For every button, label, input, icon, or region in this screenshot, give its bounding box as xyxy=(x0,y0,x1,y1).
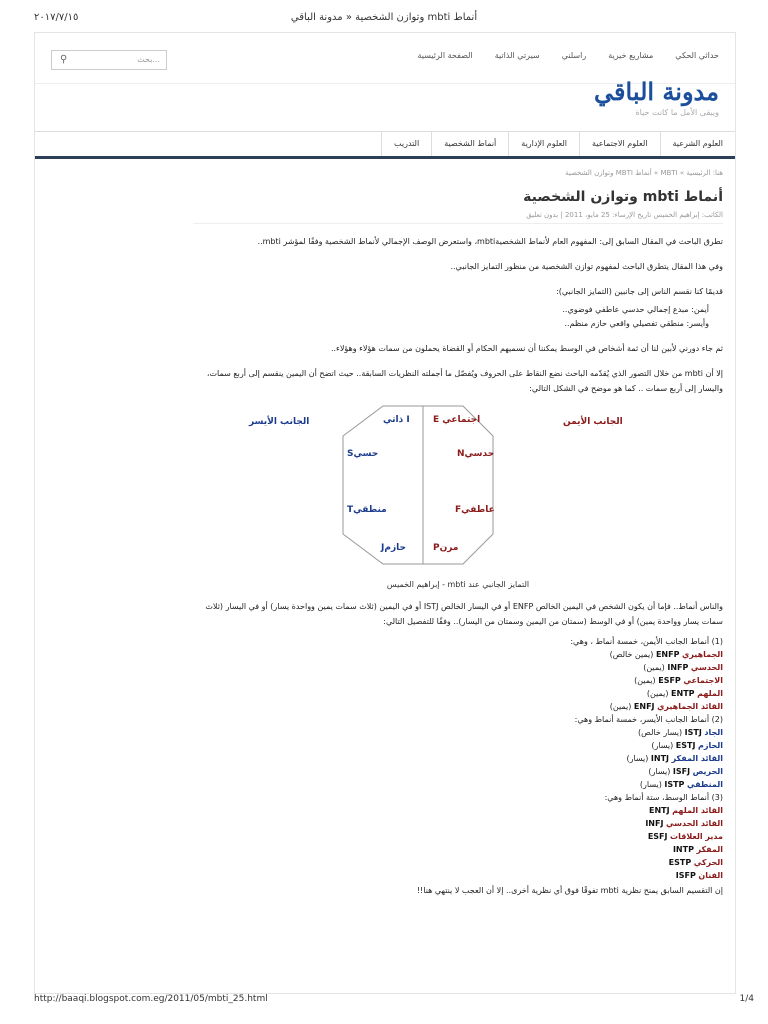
article xyxy=(193,169,723,897)
type-name: الجماهيري xyxy=(682,650,723,659)
type-item xyxy=(193,843,723,856)
paragraph-1: تطرق الباحث في المقال السابق إلى: المفهوم العام لأنماط الشخصيةmbti، واستعرض الوصف الإجمالي لأنماط الشخصية وفقًا لمؤشر mbti.. xyxy=(257,237,723,246)
type-item xyxy=(193,856,723,869)
type-note: (يسار) xyxy=(639,780,662,789)
type-name: الجاد xyxy=(704,728,723,737)
left-side-label: الجانب الأيسر xyxy=(249,417,310,427)
type-item xyxy=(193,804,723,817)
type-name: المنطقي xyxy=(686,780,723,789)
trait-E: E اجتماعي xyxy=(433,415,481,425)
closing-paragraph: إن التقسيم السابق يمنح نظرية mbti تفوقًا فوق أي نظرية أخرى.. إلا أن العجب لا ينتهي هنا!! xyxy=(416,886,723,895)
page-frame xyxy=(34,32,736,994)
type-code: ENTJ xyxy=(649,806,670,815)
trait-S: Sحسي xyxy=(347,449,379,459)
type-note: (يمين) xyxy=(609,702,632,711)
search-icon[interactable]: ⚲ xyxy=(60,54,68,65)
figure-caption: التمايز الجانبي عند mbti - إبراهيم الخميس xyxy=(386,580,530,589)
type-item xyxy=(193,765,723,778)
top-nav xyxy=(418,51,719,60)
type-groups xyxy=(193,635,723,882)
type-item xyxy=(193,778,723,791)
type-name: الحريص xyxy=(692,767,723,776)
type-name: الحدسي xyxy=(690,663,723,672)
search-placeholder: بحث... xyxy=(137,55,160,64)
type-item xyxy=(193,674,723,687)
site-tagline: ويبقى الأمل ما كانت حياة xyxy=(635,108,719,117)
list-item: أيمن: مبدع إجمالي حدسي عاطفي فوضوي.. xyxy=(562,305,709,314)
nav-management[interactable]: العلوم الإدارية xyxy=(508,132,579,156)
octagon-figure xyxy=(193,400,723,570)
nav-training[interactable]: التدريب xyxy=(381,132,431,156)
type-note: (يسار) xyxy=(626,754,649,763)
main-nav xyxy=(35,131,735,159)
type-name: القائد الجماهيري xyxy=(657,702,723,711)
trait-I: ذاتي I xyxy=(383,415,410,425)
nav-personality[interactable]: أنماط الشخصية xyxy=(431,132,508,156)
type-item xyxy=(193,700,723,713)
type-code: ESFP xyxy=(658,676,681,685)
trait-F: Fعاطفي xyxy=(455,505,495,515)
trait-J: Jحازم xyxy=(381,543,407,553)
article-title[interactable]: أنماط mbti وتوازن الشخصية xyxy=(523,189,723,205)
paragraph-5: إلا أن mbti من خلال التصور الذي يُقدّمه الباحث نضع النقاط على الحروف ويُفصّل ما أجملته النظريات السابقة.. حيث اتضح أن اليمين ينقسم إلى أربع سمات، واليسار إلى أربع سمات .. كما هو موضح في الشكل التالي: xyxy=(206,369,723,393)
print-header xyxy=(0,12,768,28)
type-note: (يسار) xyxy=(651,741,674,750)
type-code: INTP xyxy=(672,845,694,854)
type-name: الحركي xyxy=(693,858,723,867)
type-name: الحازم xyxy=(698,741,723,750)
type-note: (يسار) xyxy=(648,767,671,776)
type-code: ESFJ xyxy=(647,832,668,841)
group-heading: (3) أنماط الوسط، ستة أنماط وهي: xyxy=(604,793,723,802)
paragraph-6: والناس أنماط.. فإما أن يكون الشخص في اليمين الخالص ENFP أو في اليسار الخالص ISTJ أو في اليمين (ثلاث سمات يمين وواحدة يسار) أو في اليسار (ثلاث سمات يسار وواحدة يمين) أو في الوسط (سمتان من اليمين وسمتان من اليسار).. وفقًا للتفصيل التالي: xyxy=(205,602,723,626)
print-title: وتوازن الشخصية « مدونة الباقي mbti أنماط xyxy=(290,12,478,23)
list-item: وأيسر: منطقي تفصيلي واقعي حازم منظم.. xyxy=(564,319,709,328)
type-item xyxy=(193,869,723,882)
type-code: INFP xyxy=(667,663,689,672)
article-meta: الكاتب: إبراهيم الخميس تاريخ الإرساء: 25 مايو، 2011 | بدون تعليق xyxy=(193,211,723,224)
print-date: ٢٠١٧/٧/١٥ xyxy=(34,12,79,23)
group-heading: (1) أنماط الجانب الأيمن، خمسة أنماط ، وهي: xyxy=(570,637,723,646)
type-item xyxy=(193,817,723,830)
type-name: القائد الحدسي xyxy=(665,819,723,828)
topnav-home[interactable]: الصفحة الرئيسية xyxy=(417,51,473,60)
type-code: INFJ xyxy=(645,819,664,828)
type-item xyxy=(193,648,723,661)
topnav-charity[interactable]: مشاريع خيرية xyxy=(608,51,654,60)
paragraph-3: قديمًا كنا نقسم الناس إلى جانبين (التمايز الجانبي): xyxy=(556,287,723,296)
type-note: (يمين) xyxy=(634,676,656,685)
paragraph-2: وفي هذا المقال يتطرق الباحث لمفهوم توازن الشخصية من منظور التمايز الجانبي.. xyxy=(450,262,723,271)
topnav-cv[interactable]: سيرتي الذاتية xyxy=(494,51,540,60)
type-item xyxy=(193,687,723,700)
brand xyxy=(594,77,719,117)
type-name: مدير العلاقات xyxy=(670,832,723,841)
right-side-label: الجانب الأيمن xyxy=(563,417,623,427)
site-name[interactable]: مدونة الباقي xyxy=(594,77,719,106)
type-code: ENTP xyxy=(671,689,695,698)
type-note: (يسار خالص) xyxy=(638,728,683,737)
trait-T: Tمنطقي xyxy=(347,505,387,515)
type-note: (يمين خالص) xyxy=(609,650,654,659)
type-code: ENFJ xyxy=(633,702,655,711)
search-input[interactable] xyxy=(51,50,167,70)
type-note: (يمين) xyxy=(643,663,665,672)
type-name: الاجتماعي xyxy=(683,676,723,685)
breadcrumb: هنا: الرئيسية » MBTI » أنماط MBTI وتوازن الشخصية xyxy=(565,169,723,177)
type-code: ISTJ xyxy=(684,728,702,737)
paragraph-4: ثم جاء دورني لأبين لنا أن ثمة أشخاص في الوسط يمكننا أن نسميهم الحكام أو القضاة يحملون من سمات هؤلاء وهؤلاء.. xyxy=(330,344,723,353)
type-item xyxy=(193,726,723,739)
type-name: القائد المفكر xyxy=(671,754,723,763)
type-code: ENFP xyxy=(655,650,680,659)
type-item xyxy=(193,752,723,765)
type-item xyxy=(193,739,723,752)
type-code: ISFP xyxy=(675,871,696,880)
type-code: ISFJ xyxy=(672,767,691,776)
trait-N: Nحدسي xyxy=(457,449,495,459)
type-name: القائد الملهم xyxy=(672,806,723,815)
lateral-diagram xyxy=(193,400,723,580)
group-heading: (2) أنماط الجانب الأيسر، خمسة أنماط وهي: xyxy=(574,715,723,724)
octagon-outline xyxy=(343,406,493,564)
type-code: ISTP xyxy=(664,780,685,789)
nav-social[interactable]: العلوم الاجتماعية xyxy=(579,132,659,156)
type-note: (يمين) xyxy=(646,689,669,698)
topnav-stories[interactable]: حداثي الحكي xyxy=(675,51,719,60)
topnav-contact[interactable]: راسلني xyxy=(561,51,587,60)
type-item xyxy=(193,830,723,843)
print-url[interactable]: http://baaqi.blogspot.com.eg/2011/05/mbti_25.html xyxy=(34,994,268,1004)
trait-P: Pمرن xyxy=(433,543,459,553)
nav-sharia[interactable]: العلوم الشرعية xyxy=(660,132,735,156)
type-name: الملهم xyxy=(697,689,723,698)
type-item xyxy=(193,661,723,674)
print-page-number: 1/4 xyxy=(739,994,754,1004)
type-name: الفنان xyxy=(698,871,723,880)
type-code: ESTJ xyxy=(675,741,696,750)
type-name: المفكر xyxy=(696,845,723,854)
type-code: ESTP xyxy=(668,858,692,867)
type-code: INTJ xyxy=(650,754,670,763)
